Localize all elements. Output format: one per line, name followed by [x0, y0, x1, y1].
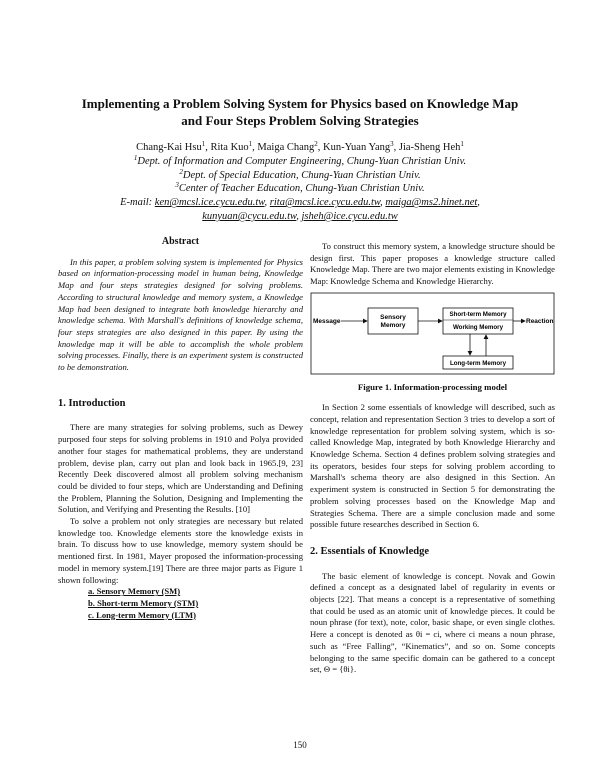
email-link[interactable]: ken@mcsl.ice.cycu.edu.tw	[154, 197, 265, 209]
title-line-2: and Four Steps Problem Solving Strategies	[181, 113, 419, 128]
email-line: E-mail: ken@mcsl.ice.cycu.edu.tw, rita@mcsl.ice.cycu.edu.tw, maiga@ms2.hinet.net,	[120, 197, 480, 209]
section-2-heading: 2. Essentials of Knowledge	[310, 545, 430, 557]
intro-heading: 1. Introduction	[58, 397, 126, 409]
intro-paragraph-2: To solve a problem not only strategies are necessary but related knowledge too. Knowledge elements store the knowledge exists in brain. To discuss how to use knowledge, memory system should be mentioned first. In 1981, Mayer proposed the information-processing model in memory system.[19] There are three major parts as Figure 1 shown following:	[58, 516, 303, 585]
short-term-memory-label: Short-term Memory	[449, 310, 507, 318]
authors-block	[40, 141, 560, 224]
intro-paragraph-3: To construct this memory system, a knowledge structure should be design first. This paper proposes a knowledge structure called Knowledge Map. There are two major elements existing in Knowledge Map: Knowledge Schema and Knowledge Hierarchy.	[310, 241, 555, 287]
author-names: Chang-Kai Hsu$^1$, Rita Kuo$^1$, Maiga Chang$^2$, Kun-Yuan Yang$^3$, Jia-Sheng Heh$^1$	[136, 140, 464, 153]
sensory-memory-label-2: Memory	[380, 321, 406, 329]
memory-list-item: b. Short-term Memory (STM)	[88, 597, 199, 608]
author-sup: 1	[201, 140, 206, 148]
email-link[interactable]: rita@mcsl.ice.cycu.edu.tw	[269, 197, 381, 209]
author-sup: 1	[460, 140, 464, 148]
sensory-memory-box	[368, 308, 418, 334]
author-name: Kun-Yuan Yang	[323, 142, 391, 153]
long-term-memory-label: Long-term Memory	[449, 359, 507, 367]
email-link[interactable]: jsheh@ice.cycu.edu.tw	[301, 210, 398, 222]
author-sup: 1	[248, 140, 253, 148]
email-link[interactable]: kunyuan@cycu.edu.tw	[202, 210, 297, 222]
affiliation: $^3$Center of Teacher Education, Chung-Yuan Christian Univ.	[175, 181, 425, 195]
intro-paragraph-1: There are many strategies for solving problems, such as Dewey purposed four steps for solving problems in 1910 and Polya provided another four stages for mathematical problems, they are understand problem, devise plan, carry out plan and look back in 1965.[9, 23] Recently Deek discovered almost all problem solving mechanism could be divided to four steps, which are Understanding and Defining the Problem, Planning the Solution, Designing and Implementing the Solution, and Verifying and Presenting the Results. [10]	[58, 422, 303, 515]
right-column	[310, 241, 555, 676]
author-sup: 3	[390, 140, 394, 148]
email-line: kunyuan@cycu.edu.tw, jsheh@ice.cycu.edu.tw	[202, 210, 398, 222]
sections-overview-paragraph: In Section 2 some essentials of knowledge will described, such as concept, relation and representation Section 3 tries to develop a sort of knowledge representation for problem solving system, which is so-called Knowledge Map, integrated by both Knowledge Hierarchy and Knowledge Schema. Section 4 defines problem solving strategies and its operators, besides four steps for solving problem according to Marshall's schema theory are also designed in this Section. An experiment system is constructed in Section 5 for demonstrating the problem solving processes based on the Knowledge Map and Strategies Schema. There are a simple conclusion made and some possible future researches described in Section 6.	[310, 402, 555, 530]
sensory-memory-label-1: Sensory	[380, 313, 406, 321]
author-name: Jia-Sheng Heh	[398, 142, 461, 153]
author-name: Chang-Kai Hsu	[136, 142, 202, 153]
figure-caption: Figure 1. Information-processing model	[357, 381, 508, 392]
page-number: 150	[293, 740, 307, 750]
reaction-label: Reaction	[526, 317, 554, 325]
information-processing-figure	[310, 292, 555, 375]
author-name: Maiga Chang	[257, 142, 315, 153]
paper-title	[40, 95, 560, 129]
figure-frame	[311, 293, 554, 374]
section-2-paragraph: The basic element of knowledge is concept. Novak and Gowin defined a concept as a designated label of regularity in events or objects [22]. That means a concept is a representative of something that could be used as an atomic unit of knowledge pieces. It could be noun phrase (for text), note, color, basic shape, or even single clothes. Here a concept is denoted as θi = ci, where ci means a noun phrase, such as “Free Falling”, “Kinematics”, and so on. Some concepts belonging to the same specific domain can be gathered to a concept set, Θ = {θi}.	[310, 570, 555, 675]
message-label: Message	[313, 317, 341, 325]
affiliation: $^2$Dept. of Special Education, Chung-Yuan Christian Univ.	[179, 167, 421, 181]
email-link[interactable]: maiga@ms2.hinet.net	[385, 197, 478, 209]
memory-list-item: a. Sensory Memory (SM)	[88, 586, 181, 597]
author-sup: 2	[314, 140, 318, 148]
left-column	[58, 236, 303, 621]
memory-list-item: c. Long-term Memory (LTM)	[88, 609, 197, 620]
working-memory-label: Working Memory	[452, 323, 504, 331]
abstract-body: In this paper, a problem solving system is implemented for Physics based on information-processing model in human being, Knowledge Map and four steps strategies designed for solving problems. According to structural knowledge and memory system, a Knowledge Map had been designed to integrate both knowledge hierarchy and knowledge schema. With Marshall's definitions of knowledge schema, four steps strategies are also designed in this paper. By using the knowledge map it will be able to accomplish the whole problem solving processes. Finally, there is an experiment system is constructed to be demonstration.	[58, 256, 303, 373]
author-name: Rita Kuo	[210, 142, 249, 153]
email-label: E-mail:	[120, 197, 153, 209]
affiliation: $^1$Dept. of Information and Computer Engineering, Chung-Yuan Christian Univ.	[133, 153, 467, 167]
title-line-1: Implementing a Problem Solving System for Physics based on Knowledge Map	[81, 96, 519, 111]
abstract-heading: Abstract	[161, 236, 200, 247]
